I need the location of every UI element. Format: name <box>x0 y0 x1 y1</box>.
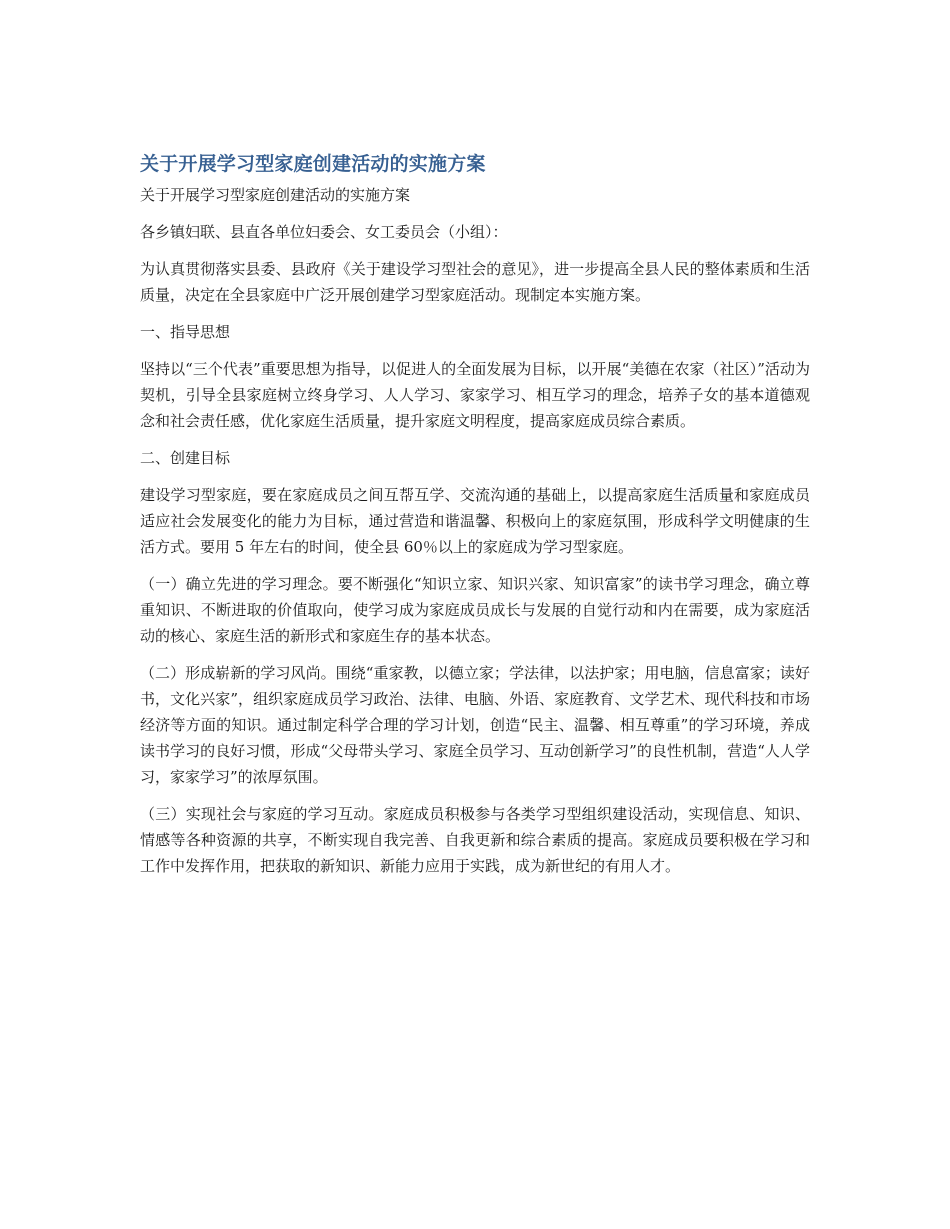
section-heading-goals: 二、创建目标 <box>140 449 231 467</box>
intro-paragraph: 为认真贯彻落实县委、县政府《关于建设学习型社会的意见》，进一步提高全县人民的整体素质和生活质量，决定在全县家庭中广泛开展创建学习型家庭活动。现制定本实施方案。 <box>140 260 810 304</box>
goal-item-3: （三）实现社会与家庭的学习互动。家庭成员积极参与各类学习型组织建设活动，实现信息、知识、情感等各种资源的共享，不断实现自我完善、自我更新和综合素质的提高。家庭成员要积极在学习和工作中发挥作用，把获取的新知识、新能力应用于实践，成为新世纪的有用人才。 <box>140 805 810 875</box>
goal-item-1: （一）确立先进的学习理念。要不断强化“知识立家、知识兴家、知识富家”的读书学习理念，确立尊重知识、不断进取的价值取向，使学习成为家庭成员成长与发展的自觉行动和内在需要，成为家庭活动的核心、家庭生活的新形式和家庭生存的基本状态。 <box>140 575 810 645</box>
section-body-goals: 建设学习型家庭，要在家庭成员之间互帮互学、交流沟通的基础上，以提高家庭生活质量和家庭成员适应社会发展变化的能力为目标，通过营造和谐温馨、积极向上的家庭氛围，形成科学文明健康的生活方式。要用 5 年左右的时间，使全县 60％以上的家庭成为学习型家庭。 <box>140 486 810 556</box>
salutation: 各乡镇妇联、县直各单位妇委会、女工委员会（小组）： <box>140 223 508 241</box>
section-heading-guiding-thought: 一、指导思想 <box>140 323 231 341</box>
document-title: 关于开展学习型家庭创建活动的实施方案 <box>140 153 486 175</box>
document-page <box>140 150 810 890</box>
document-subtitle: 关于开展学习型家庭创建活动的实施方案 <box>140 186 411 204</box>
goal-item-2: （二）形成崭新的学习风尚。围绕“重家教，以德立家；学法律，以法护家；用电脑，信息富家；读好书，文化兴家”，组织家庭成员学习政治、法律、电脑、外语、家庭教育、文学艺术、现代科技和市场经济等方面的知识。通过制定科学合理的学习计划，创造“民主、温馨、相互尊重”的学习环境，养成读书学习的良好习惯，形成“父母带头学习、家庭全员学习、互动创新学习”的良性机制，营造“人人学习，家家学习”的浓厚氛围。 <box>140 664 810 786</box>
section-body-guiding-thought: 坚持以“三个代表”重要思想为指导，以促进人的全面发展为目标，以开展“美德在农家（社区）”活动为契机，引导全县家庭树立终身学习、人人学习、家家学习、相互学习的理念，培养子女的基本道德观念和社会责任感，优化家庭生活质量，提升家庭文明程度，提高家庭成员综合素质。 <box>140 360 810 430</box>
